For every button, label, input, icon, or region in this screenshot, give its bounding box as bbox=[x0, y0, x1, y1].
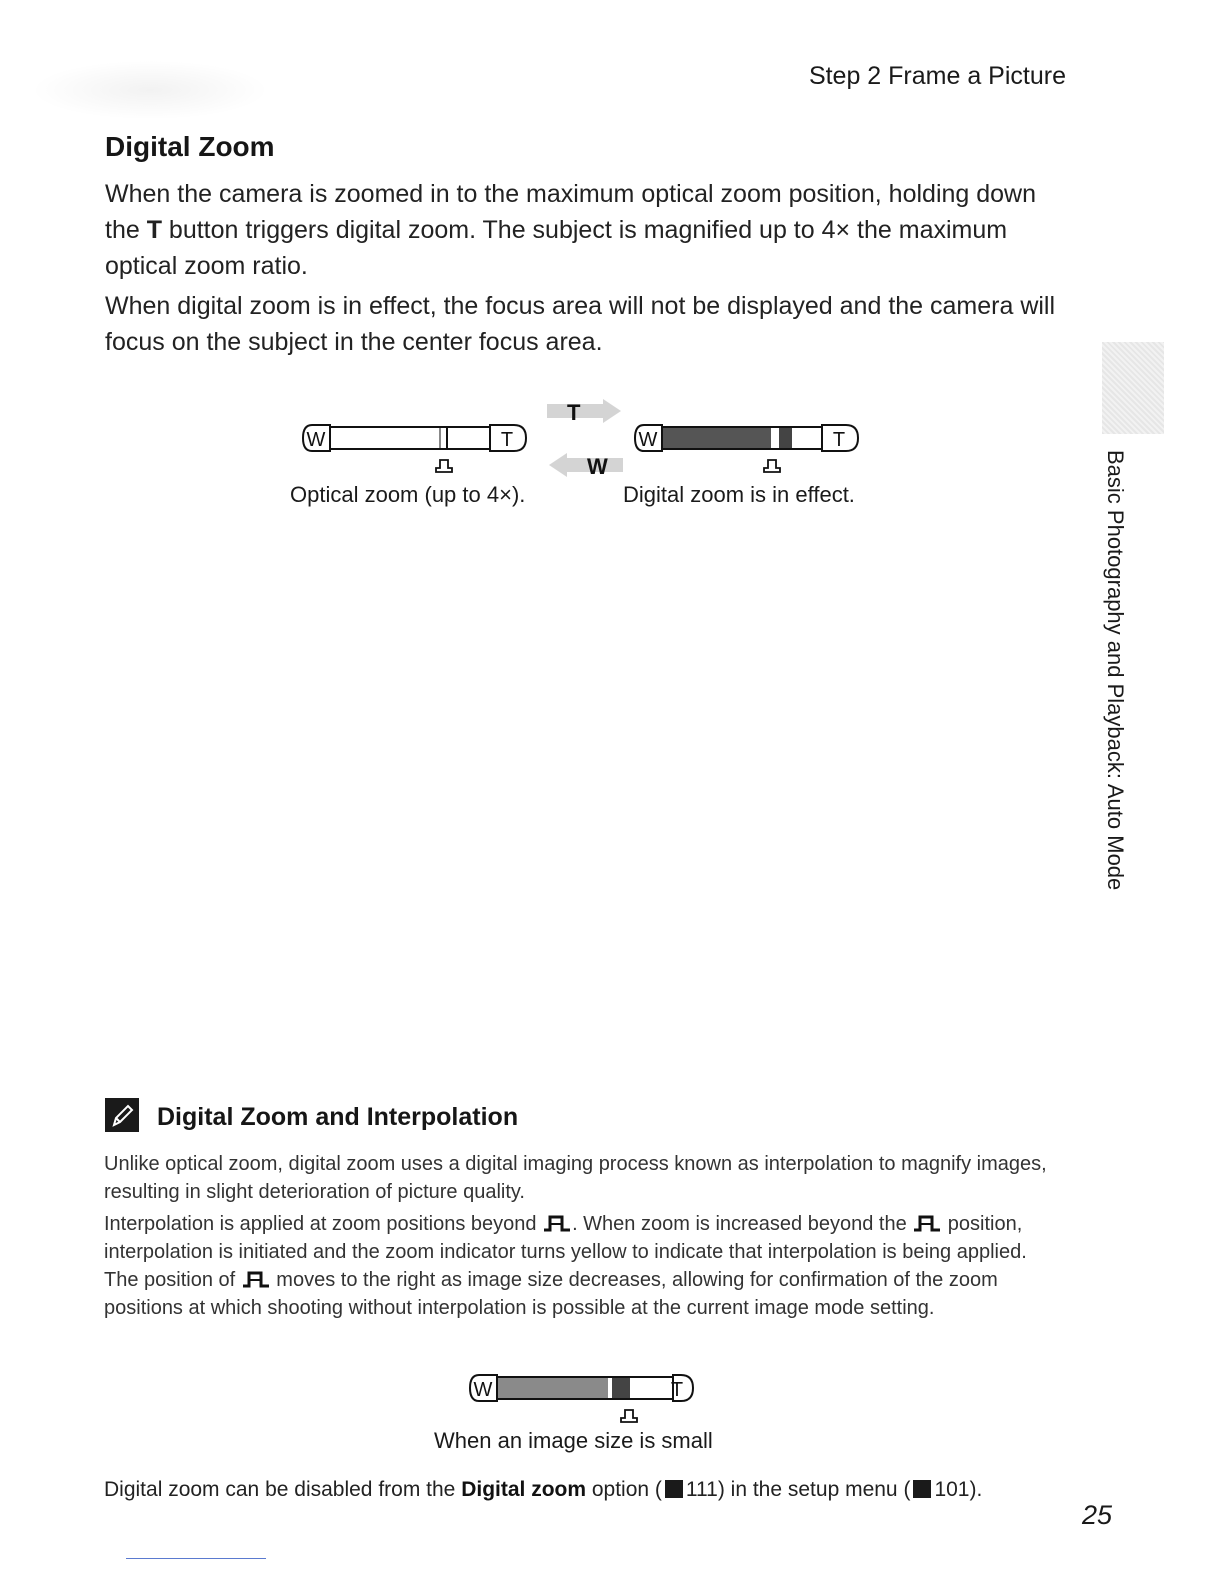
paragraph-2: When digital zoom is in effect, the focus area will not be displayed and the camera will focus on the subject in the center focus area. bbox=[105, 292, 1056, 356]
t-button-label: T bbox=[146, 216, 162, 244]
interpolation-limit-icon-3 bbox=[621, 1410, 637, 1422]
footer-text-c: ) in the setup menu ( bbox=[717, 1478, 911, 1501]
bar-w-label-3: W bbox=[473, 1379, 493, 1401]
zoom-bar-digital bbox=[632, 422, 862, 474]
arrow-t-label: T bbox=[567, 400, 581, 425]
page-ref-111[interactable]: 111 bbox=[685, 1478, 718, 1501]
note-p2-text-d: moves to the right as image size decreases, allowing for confirmation of the zoom positions at which shooting without interpolation is possible at the current image mode setting. bbox=[104, 1269, 998, 1319]
optical-zoom-caption: Optical zoom (up to 4×). bbox=[290, 482, 526, 507]
page-number: 25 bbox=[1081, 1500, 1112, 1530]
note-p2-text-c: position, interpolation is initiated and the zoom indicator turns yellow to indicate that interpolation is being applied. The position of bbox=[104, 1213, 1027, 1291]
note-p2-text-b: . When zoom is increased beyond the bbox=[572, 1213, 913, 1235]
bar-t-label-2: T bbox=[832, 429, 846, 451]
interpolation-limit-icon-inline-1 bbox=[542, 1213, 572, 1233]
running-head: Step 2 Frame a Picture bbox=[808, 62, 1066, 90]
footer-text-b: option ( bbox=[586, 1478, 662, 1501]
zoom-arrows-icon bbox=[545, 396, 625, 480]
footer-text-d: ). bbox=[969, 1478, 983, 1501]
zoom-direction-arrows bbox=[545, 396, 625, 485]
small-image-zoom-indicator bbox=[467, 1372, 697, 1424]
interpolation-limit-icon bbox=[436, 460, 452, 472]
interpolation-limit-icon-inline-2 bbox=[912, 1213, 942, 1233]
footer-text-a: Digital zoom can be disabled from the bbox=[104, 1478, 462, 1501]
page-ref-101[interactable]: 101 bbox=[934, 1478, 970, 1501]
bar-w-label-2: W bbox=[638, 429, 658, 451]
arrow-w-label: W bbox=[587, 454, 608, 479]
footer-text bbox=[104, 1478, 982, 1502]
digital-zoom-indicator bbox=[632, 422, 862, 474]
paragraph-1-text-b: button triggers digital zoom. The subject is magnified up to 4× the maximum optical zoom ratio. bbox=[105, 216, 1008, 280]
note-paragraph-2 bbox=[104, 1210, 1064, 1322]
optical-zoom-indicator bbox=[300, 422, 530, 474]
zoom-bar-small-image bbox=[467, 1372, 697, 1424]
note-title: Digital Zoom and Interpolation bbox=[157, 1103, 519, 1131]
page-reference-icon-2 bbox=[913, 1480, 931, 1498]
note-pencil-icon bbox=[105, 1098, 139, 1132]
side-tab-marker bbox=[1102, 342, 1164, 434]
scan-artifact bbox=[30, 60, 270, 120]
bar-w-label: W bbox=[306, 429, 326, 451]
section-title: Digital Zoom bbox=[105, 131, 275, 162]
note-p2-text-a: Interpolation is applied at zoom positions beyond bbox=[104, 1213, 543, 1235]
interpolation-limit-icon-2 bbox=[764, 460, 780, 472]
page-reference-icon bbox=[665, 1480, 683, 1498]
side-tab-text: Basic Photography and Playback: Auto Mode bbox=[1103, 450, 1128, 891]
digital-zoom-option-name: Digital zoom bbox=[461, 1478, 587, 1501]
interpolation-limit-icon-inline-3 bbox=[241, 1269, 271, 1289]
digital-zoom-caption: Digital zoom is in effect. bbox=[623, 482, 855, 507]
zoom-bar-optical bbox=[300, 422, 530, 474]
paragraph-1 bbox=[105, 176, 1065, 284]
bar-t-label: T bbox=[500, 429, 514, 451]
paragraph-1-text-a: When the camera is zoomed in to the maximum optical zoom position, holding down the bbox=[105, 180, 1037, 244]
note-paragraph-1: Unlike optical zoom, digital zoom uses a digital imaging process known as interpolation to magnify images, resulting in slight deterioration of picture quality. bbox=[104, 1153, 1047, 1203]
small-image-caption: When an image size is small bbox=[434, 1428, 713, 1453]
bottom-rule bbox=[126, 1558, 266, 1559]
bar-t-label-3: T bbox=[670, 1379, 684, 1401]
side-tab-label bbox=[1100, 450, 1130, 900]
